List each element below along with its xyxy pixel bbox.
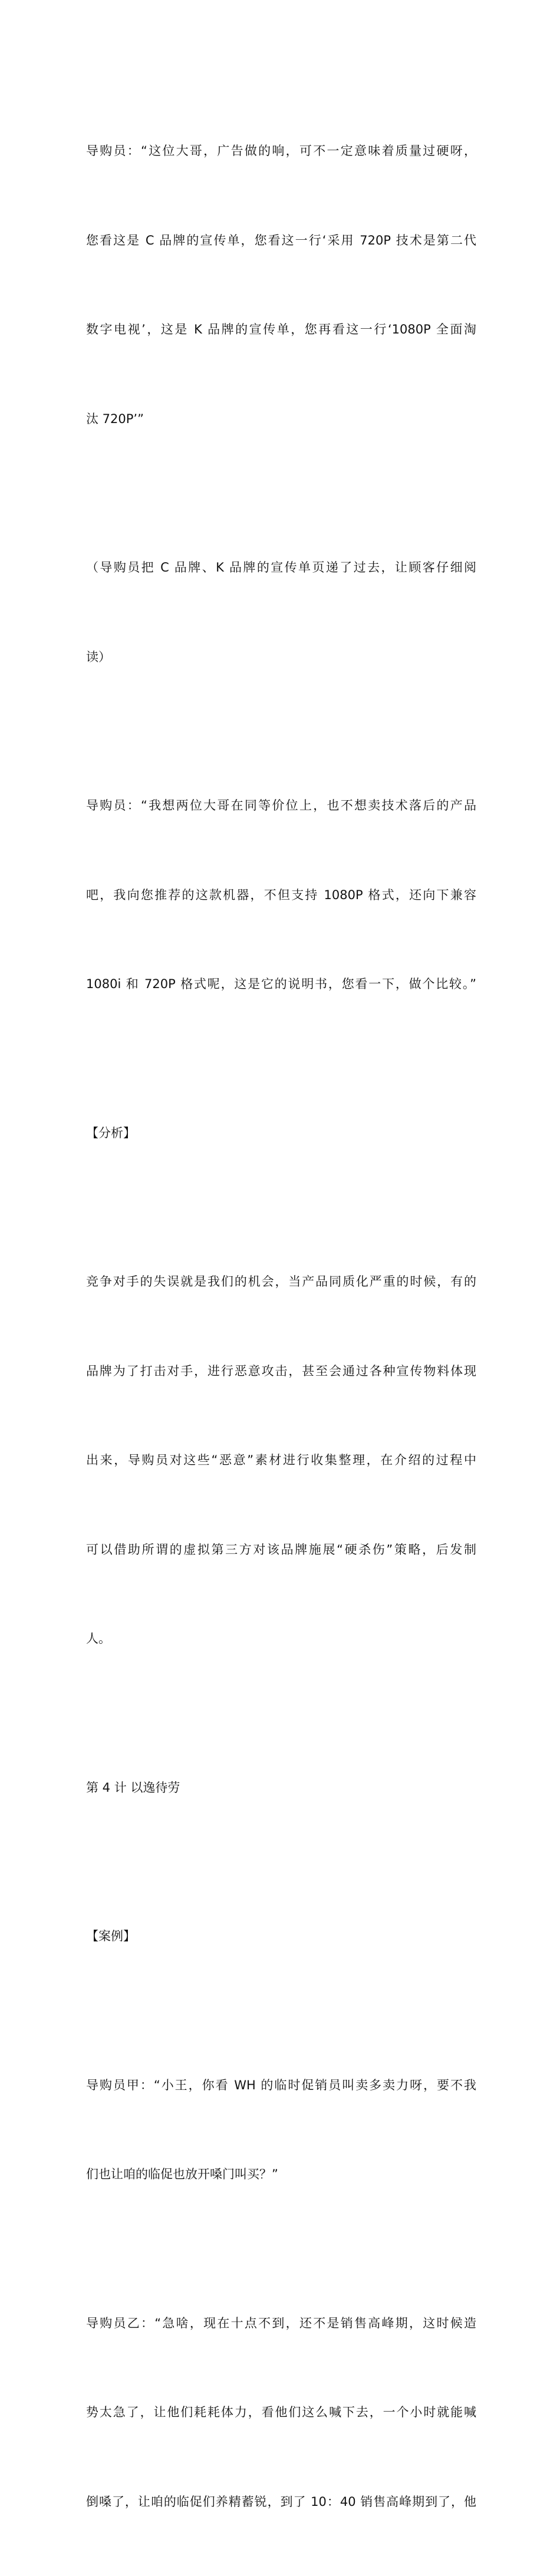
text-line: 导购员：“这位大哥，广告做的响，可不一定意味着质量过硬呀， bbox=[86, 136, 476, 166]
paragraph-dialogue-2 bbox=[86, 731, 476, 1059]
text-line: 倒嗓了，让咱的临促们养精蓄锐，到了 10：40 销售高峰期到了，他 bbox=[86, 2487, 476, 2517]
text-line: 1080i 和 720P 格式呢，这是它的说明书，您看一下，做个比较。” bbox=[86, 969, 476, 999]
paragraph-analysis bbox=[86, 1207, 476, 1713]
text-line: 导购员甲：“小王，你看 WH 的临时促销员叫卖多卖力呀，要不我 bbox=[86, 2070, 476, 2101]
text-line: 汰 720P’” bbox=[86, 404, 476, 434]
text-line: 可以借助所谓的虚拟第三方对该品牌施展“硬杀伤”策略，后发制 bbox=[86, 1535, 476, 1565]
text-line: 人。 bbox=[86, 1624, 476, 1654]
text-line: 出来，导购员对这些“恶意”素材进行收集整理，在介绍的过程中 bbox=[86, 1445, 476, 1475]
text-line: 势太急了，让他们耗耗体力，看他们这么喊下去，一个小时就能喊 bbox=[86, 2397, 476, 2428]
text-line: 【分析】 bbox=[86, 1118, 476, 1148]
text-line: 读） bbox=[86, 642, 476, 672]
section-heading-case bbox=[86, 1862, 476, 2011]
text-line: 第 4 计 以逸待劳 bbox=[86, 1773, 476, 1803]
text-line: 品牌为了打击对手，进行恶意攻击，甚至会通过各种宣传物料体现 bbox=[86, 1356, 476, 1386]
text-line: 数字电视’，这是 K 品牌的宣传单，您再看这一行‘1080P 全面淘 bbox=[86, 315, 476, 345]
text-line: 们也让咱的临促也放开嗓门叫买？” bbox=[86, 2159, 476, 2189]
text-line: （导购员把 C 品牌、K 品牌的宣传单页递了过去，让顾客仔细阅 bbox=[86, 553, 476, 583]
text-line: 导购员乙：“急啥，现在十点不到，还不是销售高峰期，这时候造 bbox=[86, 2309, 476, 2339]
section-heading-analysis bbox=[86, 1059, 476, 1208]
paragraph-stage-direction bbox=[86, 493, 476, 731]
paragraph-dialogue-b bbox=[86, 2249, 476, 2576]
text-line: 吧，我向您推荐的这款机器，不但支持 1080P 格式，还向下兼容 bbox=[86, 880, 476, 910]
text-line: 导购员：“我想两位大哥在同等价位上，也不想卖技术落后的产品 bbox=[86, 791, 476, 821]
chapter-heading bbox=[86, 1713, 476, 1862]
paragraph-dialogue-a bbox=[86, 2011, 476, 2249]
text-line: 【案例】 bbox=[86, 1921, 476, 1951]
text-line: 您看这是 C 品牌的宣传单，您看这一行‘采用 720P 技术是第二代 bbox=[86, 226, 476, 256]
text-line: 竞争对手的失误就是我们的机会，当产品同质化严重的时候，有的 bbox=[86, 1267, 476, 1297]
document-body bbox=[86, 77, 476, 2576]
document-page bbox=[0, 0, 560, 792]
paragraph-dialogue-1 bbox=[86, 77, 476, 493]
